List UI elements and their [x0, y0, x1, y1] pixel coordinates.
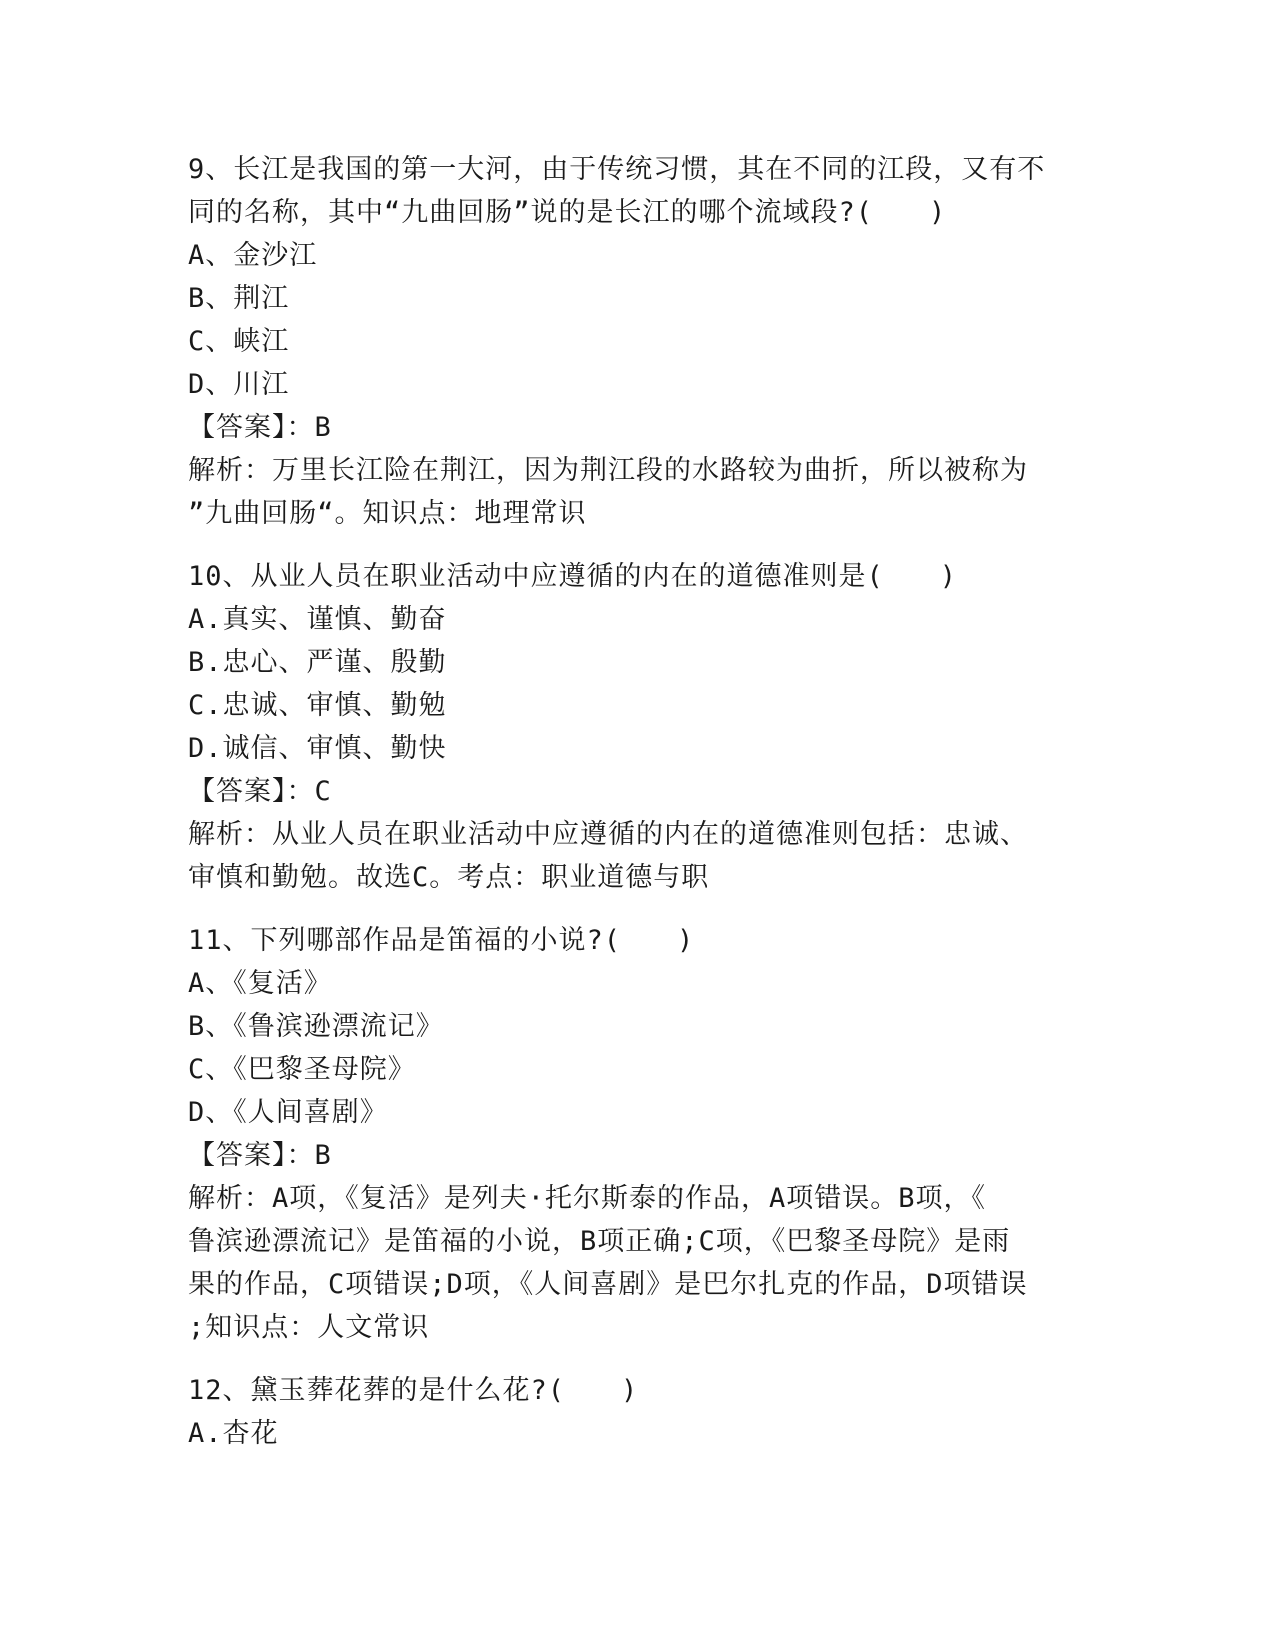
option-a: A.杏花 [188, 1418, 279, 1449]
document-page [188, 148, 1088, 1455]
option-c: C、《巴黎圣母院》 [188, 1054, 416, 1085]
analysis-line: ”九曲回肠“。知识点：地理常识 [188, 498, 587, 529]
question-11 [188, 919, 1088, 1349]
option-c: C、峡江 [188, 326, 290, 357]
option-b: B、《鲁滨逊漂流记》 [188, 1011, 444, 1042]
question-12 [188, 1369, 1088, 1455]
question-stem-line: 10、从业人员在职业活动中应遵循的内在的道德准则是( ) [188, 561, 958, 592]
option-a: A、金沙江 [188, 240, 318, 271]
option-a: A、《复活》 [188, 968, 332, 999]
analysis-line: 鲁滨逊漂流记》是笛福的小说，B项正确;C项，《巴黎圣母院》是雨 [188, 1226, 1011, 1257]
question-stem-line: 同的名称，其中“九曲回肠”说的是长江的哪个流域段?( ) [188, 197, 947, 228]
question-stem-line: 11、下列哪部作品是笛福的小说?( ) [188, 925, 695, 956]
question-10 [188, 555, 1088, 899]
option-b: B、荆江 [188, 283, 290, 314]
analysis-line: 解析：A项，《复活》是列夫·托尔斯泰的作品，A项错误。B项，《 [188, 1183, 987, 1214]
question-9 [188, 148, 1088, 535]
answer-line: 【答案】：C [188, 776, 332, 807]
answer-line: 【答案】：B [188, 412, 332, 443]
analysis-line: ;知识点：人文常识 [188, 1312, 430, 1343]
option-d: D、川江 [188, 369, 290, 400]
analysis-line: 解析：从业人员在职业活动中应遵循的内在的道德准则包括：忠诚、 [188, 819, 1028, 850]
option-a: A.真实、谨慎、勤奋 [188, 604, 447, 635]
analysis-line: 审慎和勤勉。故选C。考点：职业道德与职 [188, 862, 710, 893]
analysis-line: 解析：万里长江险在荆江，因为荆江段的水路较为曲折，所以被称为 [188, 455, 1028, 486]
answer-line: 【答案】：B [188, 1140, 332, 1171]
option-b: B.忠心、严谨、殷勤 [188, 647, 447, 678]
question-stem-line: 12、黛玉葬花葬的是什么花?( ) [188, 1375, 639, 1406]
option-d: D.诚信、审慎、勤快 [188, 733, 447, 764]
option-c: C.忠诚、审慎、勤勉 [188, 690, 447, 721]
question-stem-line: 9、长江是我国的第一大河，由于传统习惯，其在不同的江段，又有不 [188, 154, 1046, 185]
option-d: D、《人间喜剧》 [188, 1097, 388, 1128]
analysis-line: 果的作品，C项错误;D项，《人间喜剧》是巴尔扎克的作品，D项错误 [188, 1269, 1028, 1300]
